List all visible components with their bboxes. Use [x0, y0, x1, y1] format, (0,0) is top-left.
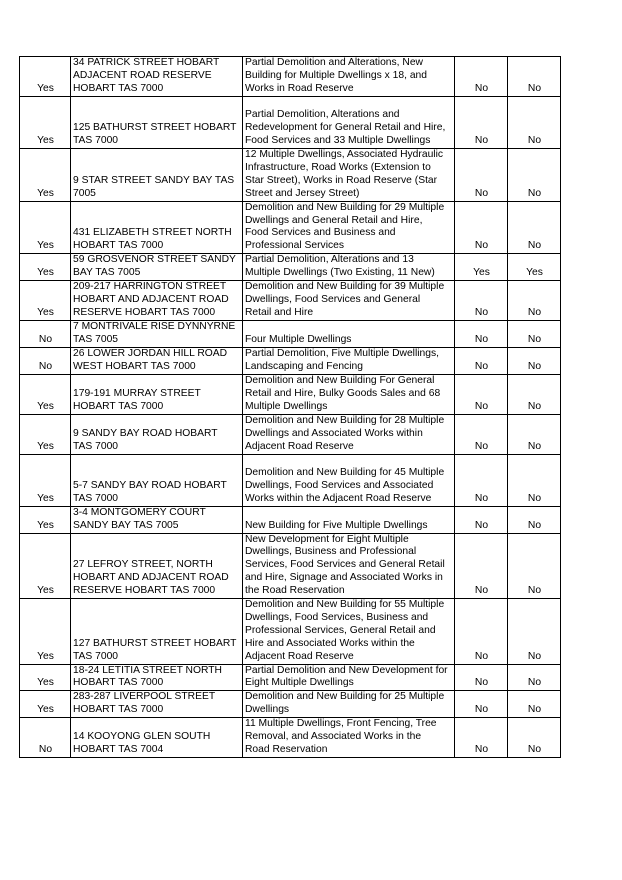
flag-cell-1-text: No [474, 440, 489, 452]
address-cell-text: 209-217 HARRINGTON STREET HOBART AND ADJACENT ROAD RESERVE HOBART TAS 7000 [73, 281, 229, 319]
address-cell-text: 14 KOOYONG GLEN SOUTH HOBART TAS 7004 [73, 731, 211, 756]
applicable-cell-text: Yes [37, 400, 54, 412]
address-cell [71, 506, 243, 533]
flag-cell-1 [455, 97, 508, 149]
address-cell [71, 454, 243, 506]
flag-cell-2 [508, 149, 561, 202]
flag-cell-2 [508, 691, 561, 718]
description-cell [243, 506, 455, 533]
address-cell-text: 5-7 SANDY BAY ROAD HOBART TAS 7000 [73, 479, 227, 504]
address-cell-text: 59 GROSVENOR STREET SANDY BAY TAS 7005 [73, 254, 236, 279]
flag-cell-2-text: No [527, 135, 542, 147]
flag-cell-2 [508, 664, 561, 691]
flag-cell-1-text: No [474, 187, 489, 199]
description-cell-text: Partial Demolition and Alterations, New Building for Multiple Dwellings x 18, and Works in Road Reserve [245, 57, 428, 95]
flag-cell-1 [455, 664, 508, 691]
flag-cell-1 [455, 599, 508, 665]
applicable-cell [20, 254, 71, 281]
flag-cell-1-text: No [474, 135, 489, 147]
flag-cell-1-text: No [474, 704, 489, 716]
description-cell-text: Partial Demolition and New Development for Eight Multiple Dwellings [245, 664, 448, 689]
address-cell-text: 125 BATHURST STREET HOBART TAS 7000 [73, 122, 237, 147]
flag-cell-1 [455, 718, 508, 758]
applications-table [19, 56, 561, 758]
flag-cell-2-text: No [527, 240, 542, 252]
applicable-cell-text: Yes [37, 135, 54, 147]
description-cell [243, 718, 455, 758]
flag-cell-2 [508, 57, 561, 97]
table-row [20, 347, 561, 374]
applicable-cell-text: Yes [37, 240, 54, 252]
description-cell-text: 11 Multiple Dwellings, Front Fencing, Tree Removal, and Associated Works in the Road Reservation [245, 718, 437, 756]
description-cell-text: Demolition and New Building for 25 Multiple Dwellings [245, 691, 445, 716]
applicable-cell-text: Yes [37, 187, 54, 199]
table-row [20, 414, 561, 454]
applicable-cell [20, 506, 71, 533]
flag-cell-2 [508, 506, 561, 533]
flag-cell-2-text: No [527, 360, 542, 372]
description-cell [243, 97, 455, 149]
flag-cell-1-text: No [474, 585, 489, 597]
flag-cell-1 [455, 201, 508, 254]
flag-cell-2-text: No [527, 307, 542, 319]
address-cell [71, 201, 243, 254]
description-cell [243, 57, 455, 97]
address-cell [71, 97, 243, 149]
applicable-cell-text: No [38, 360, 53, 372]
description-cell [243, 414, 455, 454]
flag-cell-1-text: No [474, 650, 489, 662]
table-row [20, 664, 561, 691]
flag-cell-2 [508, 347, 561, 374]
flag-cell-2 [508, 374, 561, 414]
description-cell [243, 347, 455, 374]
flag-cell-1-text: No [474, 744, 489, 756]
address-cell-text: 3-4 MONTGOMERY COURT SANDY BAY TAS 7005 [73, 506, 206, 531]
flag-cell-2-text: No [527, 187, 542, 199]
description-cell-text: Partial Demolition, Alterations and 13 Multiple Dwellings (Two Existing, 11 New) [245, 254, 435, 279]
description-cell [243, 254, 455, 281]
applicable-cell [20, 533, 71, 599]
applicable-cell [20, 97, 71, 149]
table-row [20, 281, 561, 321]
description-cell [243, 149, 455, 202]
flag-cell-2 [508, 254, 561, 281]
flag-cell-1 [455, 281, 508, 321]
flag-cell-1-text: No [474, 400, 489, 412]
flag-cell-1 [455, 691, 508, 718]
table-row [20, 454, 561, 506]
flag-cell-1 [455, 347, 508, 374]
applicable-cell-text: Yes [37, 440, 54, 452]
address-cell-text: 283-287 LIVERPOOL STREET HOBART TAS 7000 [73, 691, 216, 716]
applicable-cell-text: Yes [37, 307, 54, 319]
flag-cell-1 [455, 57, 508, 97]
flag-cell-1 [455, 414, 508, 454]
table-body [20, 57, 561, 758]
address-cell-text: 431 ELIZABETH STREET NORTH HOBART TAS 7000 [73, 227, 232, 252]
applicable-cell-text: No [38, 744, 53, 756]
address-cell-text: 34 PATRICK STREET HOBART ADJACENT ROAD RESERVE HOBART TAS 7000 [73, 57, 220, 95]
table-row [20, 506, 561, 533]
flag-cell-2-text: No [527, 677, 542, 689]
address-cell-text: 26 LOWER JORDAN HILL ROAD WEST HOBART TAS 7000 [73, 347, 228, 372]
description-cell-text: Partial Demolition, Alterations and Redevelopment for General Retail and Hire, Food Services and 33 Multiple Dwellings [245, 109, 446, 147]
applicable-cell [20, 599, 71, 665]
address-cell [71, 321, 243, 348]
address-cell [71, 718, 243, 758]
description-cell-text: Demolition and New Building for 45 Multiple Dwellings, Food Services and Associated Works within the Adjacent Road Reserve [245, 466, 445, 504]
address-cell [71, 347, 243, 374]
description-cell [243, 201, 455, 254]
applicable-cell [20, 414, 71, 454]
flag-cell-1 [455, 254, 508, 281]
table-row [20, 97, 561, 149]
flag-cell-2 [508, 454, 561, 506]
description-cell [243, 599, 455, 665]
description-cell [243, 533, 455, 599]
description-cell [243, 281, 455, 321]
address-cell [71, 374, 243, 414]
flag-cell-2-text: No [527, 585, 542, 597]
flag-cell-2 [508, 97, 561, 149]
address-cell [71, 599, 243, 665]
applicable-cell-text: Yes [37, 650, 54, 662]
applicable-cell-text: Yes [37, 492, 54, 504]
flag-cell-2 [508, 201, 561, 254]
table-row [20, 321, 561, 348]
flag-cell-2 [508, 599, 561, 665]
description-cell-text: New Development for Eight Multiple Dwellings, Business and Professional Services, Food Services and General Retail and Hire, Signage and Associated Works in the Road Reservation [245, 533, 445, 597]
description-cell-text: New Building for Five Multiple Dwellings [245, 519, 428, 531]
applicable-cell [20, 149, 71, 202]
flag-cell-1 [455, 321, 508, 348]
applicable-cell [20, 691, 71, 718]
flag-cell-2 [508, 718, 561, 758]
flag-cell-1-text: No [474, 677, 489, 689]
flag-cell-1-text: No [474, 240, 489, 252]
applicable-cell-text: Yes [37, 585, 54, 597]
description-cell [243, 664, 455, 691]
address-cell [71, 254, 243, 281]
address-cell-text: 127 BATHURST STREET HOBART TAS 7000 [73, 637, 237, 662]
table-row [20, 201, 561, 254]
flag-cell-1-text: No [474, 519, 489, 531]
address-cell-text: 7 MONTRIVALE RISE DYNNYRNE TAS 7005 [73, 321, 236, 345]
description-cell-text: Demolition and New Building for 55 Multiple Dwellings, Food Services, Business and Professional Services, General Retail and Hire and Associated Works within the Adjacent Road Reserve [245, 599, 445, 662]
applicable-cell-text: Yes [37, 519, 54, 531]
flag-cell-1-text: No [474, 492, 489, 504]
description-cell [243, 321, 455, 348]
applicable-cell [20, 347, 71, 374]
address-cell [71, 281, 243, 321]
flag-cell-2-text: No [527, 83, 542, 95]
address-cell [71, 57, 243, 97]
address-cell-text: 27 LEFROY STREET, NORTH HOBART AND ADJACENT ROAD RESERVE HOBART TAS 7000 [73, 559, 229, 597]
description-cell-text: Demolition and New Building for 39 Multiple Dwellings, Food Services and General Retail and Hire [245, 281, 445, 319]
flag-cell-1-text: Yes [473, 267, 490, 279]
table-row [20, 254, 561, 281]
address-cell [71, 149, 243, 202]
flag-cell-2 [508, 414, 561, 454]
applicable-cell-text: No [38, 333, 53, 345]
flag-cell-2-text: No [527, 519, 542, 531]
applicable-cell [20, 374, 71, 414]
applicable-cell [20, 57, 71, 97]
description-cell-text: 12 Multiple Dwellings, Associated Hydraulic Infrastructure, Road Works (Extension to Star Street), Works in Road Reserve (Star Street and Jersey Street) [245, 149, 444, 199]
flag-cell-2 [508, 321, 561, 348]
description-cell [243, 691, 455, 718]
description-cell-text: Demolition and New Building for 28 Multiple Dwellings and Associated Works within Adjacent Road Reserve [245, 414, 445, 452]
applicable-cell-text: Yes [37, 677, 54, 689]
table-row [20, 57, 561, 97]
flag-cell-1 [455, 374, 508, 414]
flag-cell-2-text: No [527, 492, 542, 504]
address-cell [71, 691, 243, 718]
description-cell-text: Demolition and New Building for 29 Multiple Dwellings and General Retail and Hire, Food Services and Business and Professional Services [245, 201, 445, 252]
address-cell [71, 533, 243, 599]
address-cell-text: 9 STAR STREET SANDY BAY TAS 7005 [73, 174, 235, 199]
description-cell-text: Four Multiple Dwellings [245, 333, 352, 345]
description-cell-text: Partial Demolition, Five Multiple Dwellings, Landscaping and Fencing [245, 347, 439, 372]
flag-cell-1-text: No [474, 360, 489, 372]
flag-cell-2-text: No [527, 704, 542, 716]
table-row [20, 599, 561, 665]
flag-cell-1-text: No [474, 307, 489, 319]
flag-cell-1 [455, 454, 508, 506]
address-cell [71, 664, 243, 691]
table-row [20, 374, 561, 414]
applicable-cell [20, 454, 71, 506]
applicable-cell-text: Yes [37, 83, 54, 95]
table-row [20, 718, 561, 758]
applicable-cell [20, 321, 71, 348]
flag-cell-1 [455, 506, 508, 533]
flag-cell-2-text: No [527, 333, 542, 345]
flag-cell-1 [455, 533, 508, 599]
address-cell-text: 18-24 LETITIA STREET NORTH HOBART TAS 7000 [73, 664, 222, 689]
flag-cell-1 [455, 149, 508, 202]
table-row [20, 149, 561, 202]
flag-cell-1-text: No [474, 333, 489, 345]
applicable-cell [20, 201, 71, 254]
description-cell-text: Demolition and New Building For General Retail and Hire, Bulky Goods Sales and 68 Multiple Dwellings [245, 374, 441, 412]
flag-cell-2 [508, 533, 561, 599]
description-cell [243, 374, 455, 414]
applicable-cell [20, 281, 71, 321]
flag-cell-2-text: No [527, 744, 542, 756]
address-cell-text: 9 SANDY BAY ROAD HOBART TAS 7000 [73, 427, 218, 452]
flag-cell-2-text: Yes [526, 267, 543, 279]
flag-cell-2-text: No [527, 440, 542, 452]
applicable-cell [20, 718, 71, 758]
table-row [20, 691, 561, 718]
applicable-cell-text: Yes [37, 704, 54, 716]
address-cell [71, 414, 243, 454]
description-cell [243, 454, 455, 506]
flag-cell-2 [508, 281, 561, 321]
applicable-cell-text: Yes [37, 267, 54, 279]
table-row [20, 533, 561, 599]
flag-cell-2-text: No [527, 400, 542, 412]
address-cell-text: 179-191 MURRAY STREET HOBART TAS 7000 [73, 387, 201, 412]
flag-cell-2-text: No [527, 650, 542, 662]
flag-cell-1-text: No [474, 83, 489, 95]
applicable-cell [20, 664, 71, 691]
